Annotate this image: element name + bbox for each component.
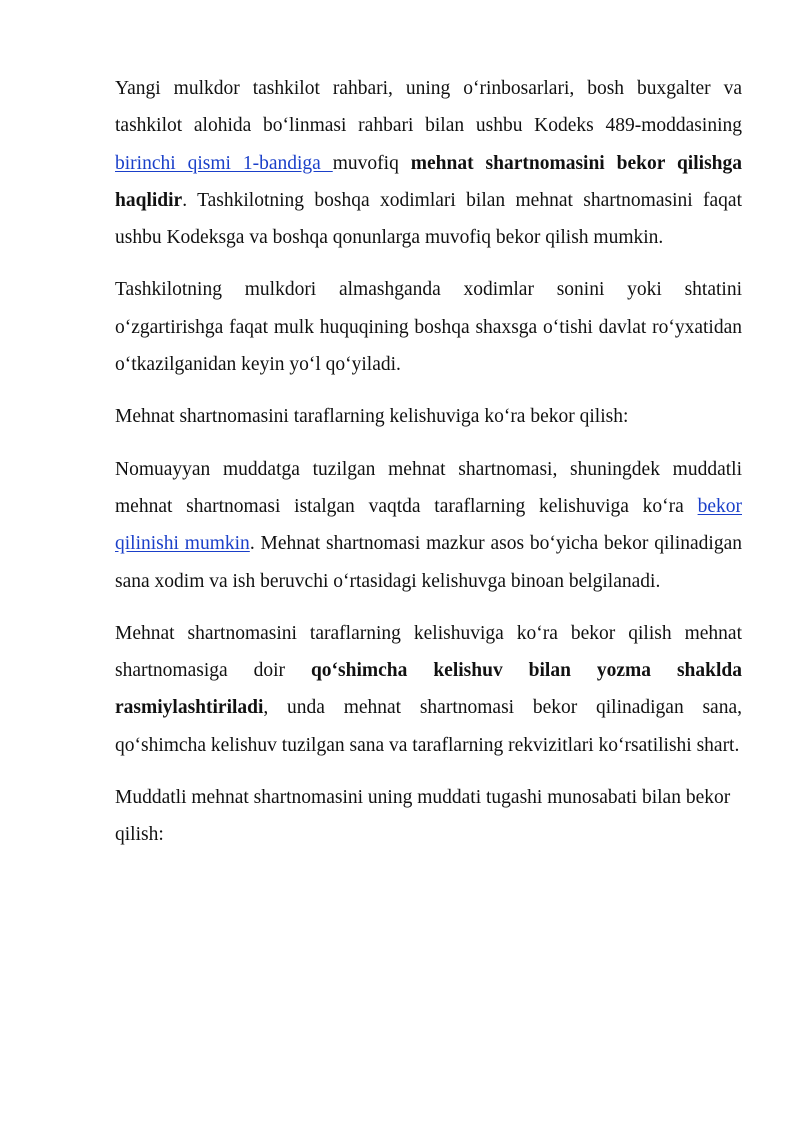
link-birinchi-qismi[interactable]: birinchi qismi 1-bandiga [115,152,333,174]
paragraph-4 [115,451,742,600]
paragraph-1-text-c: . Tashkilotning boshqa xodimlari bilan mehnat shartnomasini faqat ushbu Kodeksga va boshqa qonunlarga muvofiq bekor qilish mumkin. [115,189,742,249]
paragraph-1-text-a: Yangi mulkdor tashkilot rahbari, uning oʻrinbosarlari, bosh buxgalter va tashkilot alohida boʻlinmasi rahbari bilan ushbu Kodeks 489-moddasining [115,78,742,137]
paragraph-2: Tashkilotning mulkdori almashganda xodimlar sonini yoki shtatini oʻzgartirishga faqat mulk huquqining boshqa shaxsga oʻtishi davlat roʻyxatidan oʻtkazilganidan keyin yoʻl qoʻyiladi. [115,279,742,376]
paragraph-5-text-b: , unda mehnat shartnomasi bekor qilinadigan sana, qoʻshimcha kelishuv tuzilgan sana va taraflarning rekvizitlari koʻrsatilishi shart. [115,697,742,756]
paragraph-1 [115,70,742,256]
paragraph-4-text-a: Nomuayyan muddatga tuzilgan mehnat shartnomasi, shuningdek muddatli mehnat shartnomasi istalgan vaqtda taraflarning kelishuviga koʻra [115,458,742,517]
paragraph-1-text-b: muvofiq [332,152,411,174]
paragraph-1-bold: mehnat shartnomasini bekor qilishga haqlidir [115,152,742,211]
paragraph-6-heading: Muddatli mehnat shartnomasini uning muddati tugashi munosabati bilan bekor qilish: [115,787,731,846]
paragraph-4-text-b: . Mehnat shartnomasi mazkur asos boʻyicha bekor qilinadigan sana xodim va ish beruvchi oʻrtasidagi kelishuvga binoan belgilanadi. [115,533,742,592]
document-page [115,70,742,869]
paragraph-5-text-a: Mehnat shartnomasini taraflarning kelishuviga koʻra bekor qilish mehnat shartnomasiga doir [115,622,742,682]
link-bekor-qilinishi[interactable]: bekor qilinishi mumkin [115,495,742,555]
paragraph-3-heading: Mehnat shartnomasini taraflarning kelishuviga koʻra bekor qilish: [115,406,629,428]
paragraph-5-bold: qoʻshimcha kelishuv bilan yozma shaklda rasmiylashtiriladi [115,660,742,719]
paragraph-5 [115,615,742,764]
